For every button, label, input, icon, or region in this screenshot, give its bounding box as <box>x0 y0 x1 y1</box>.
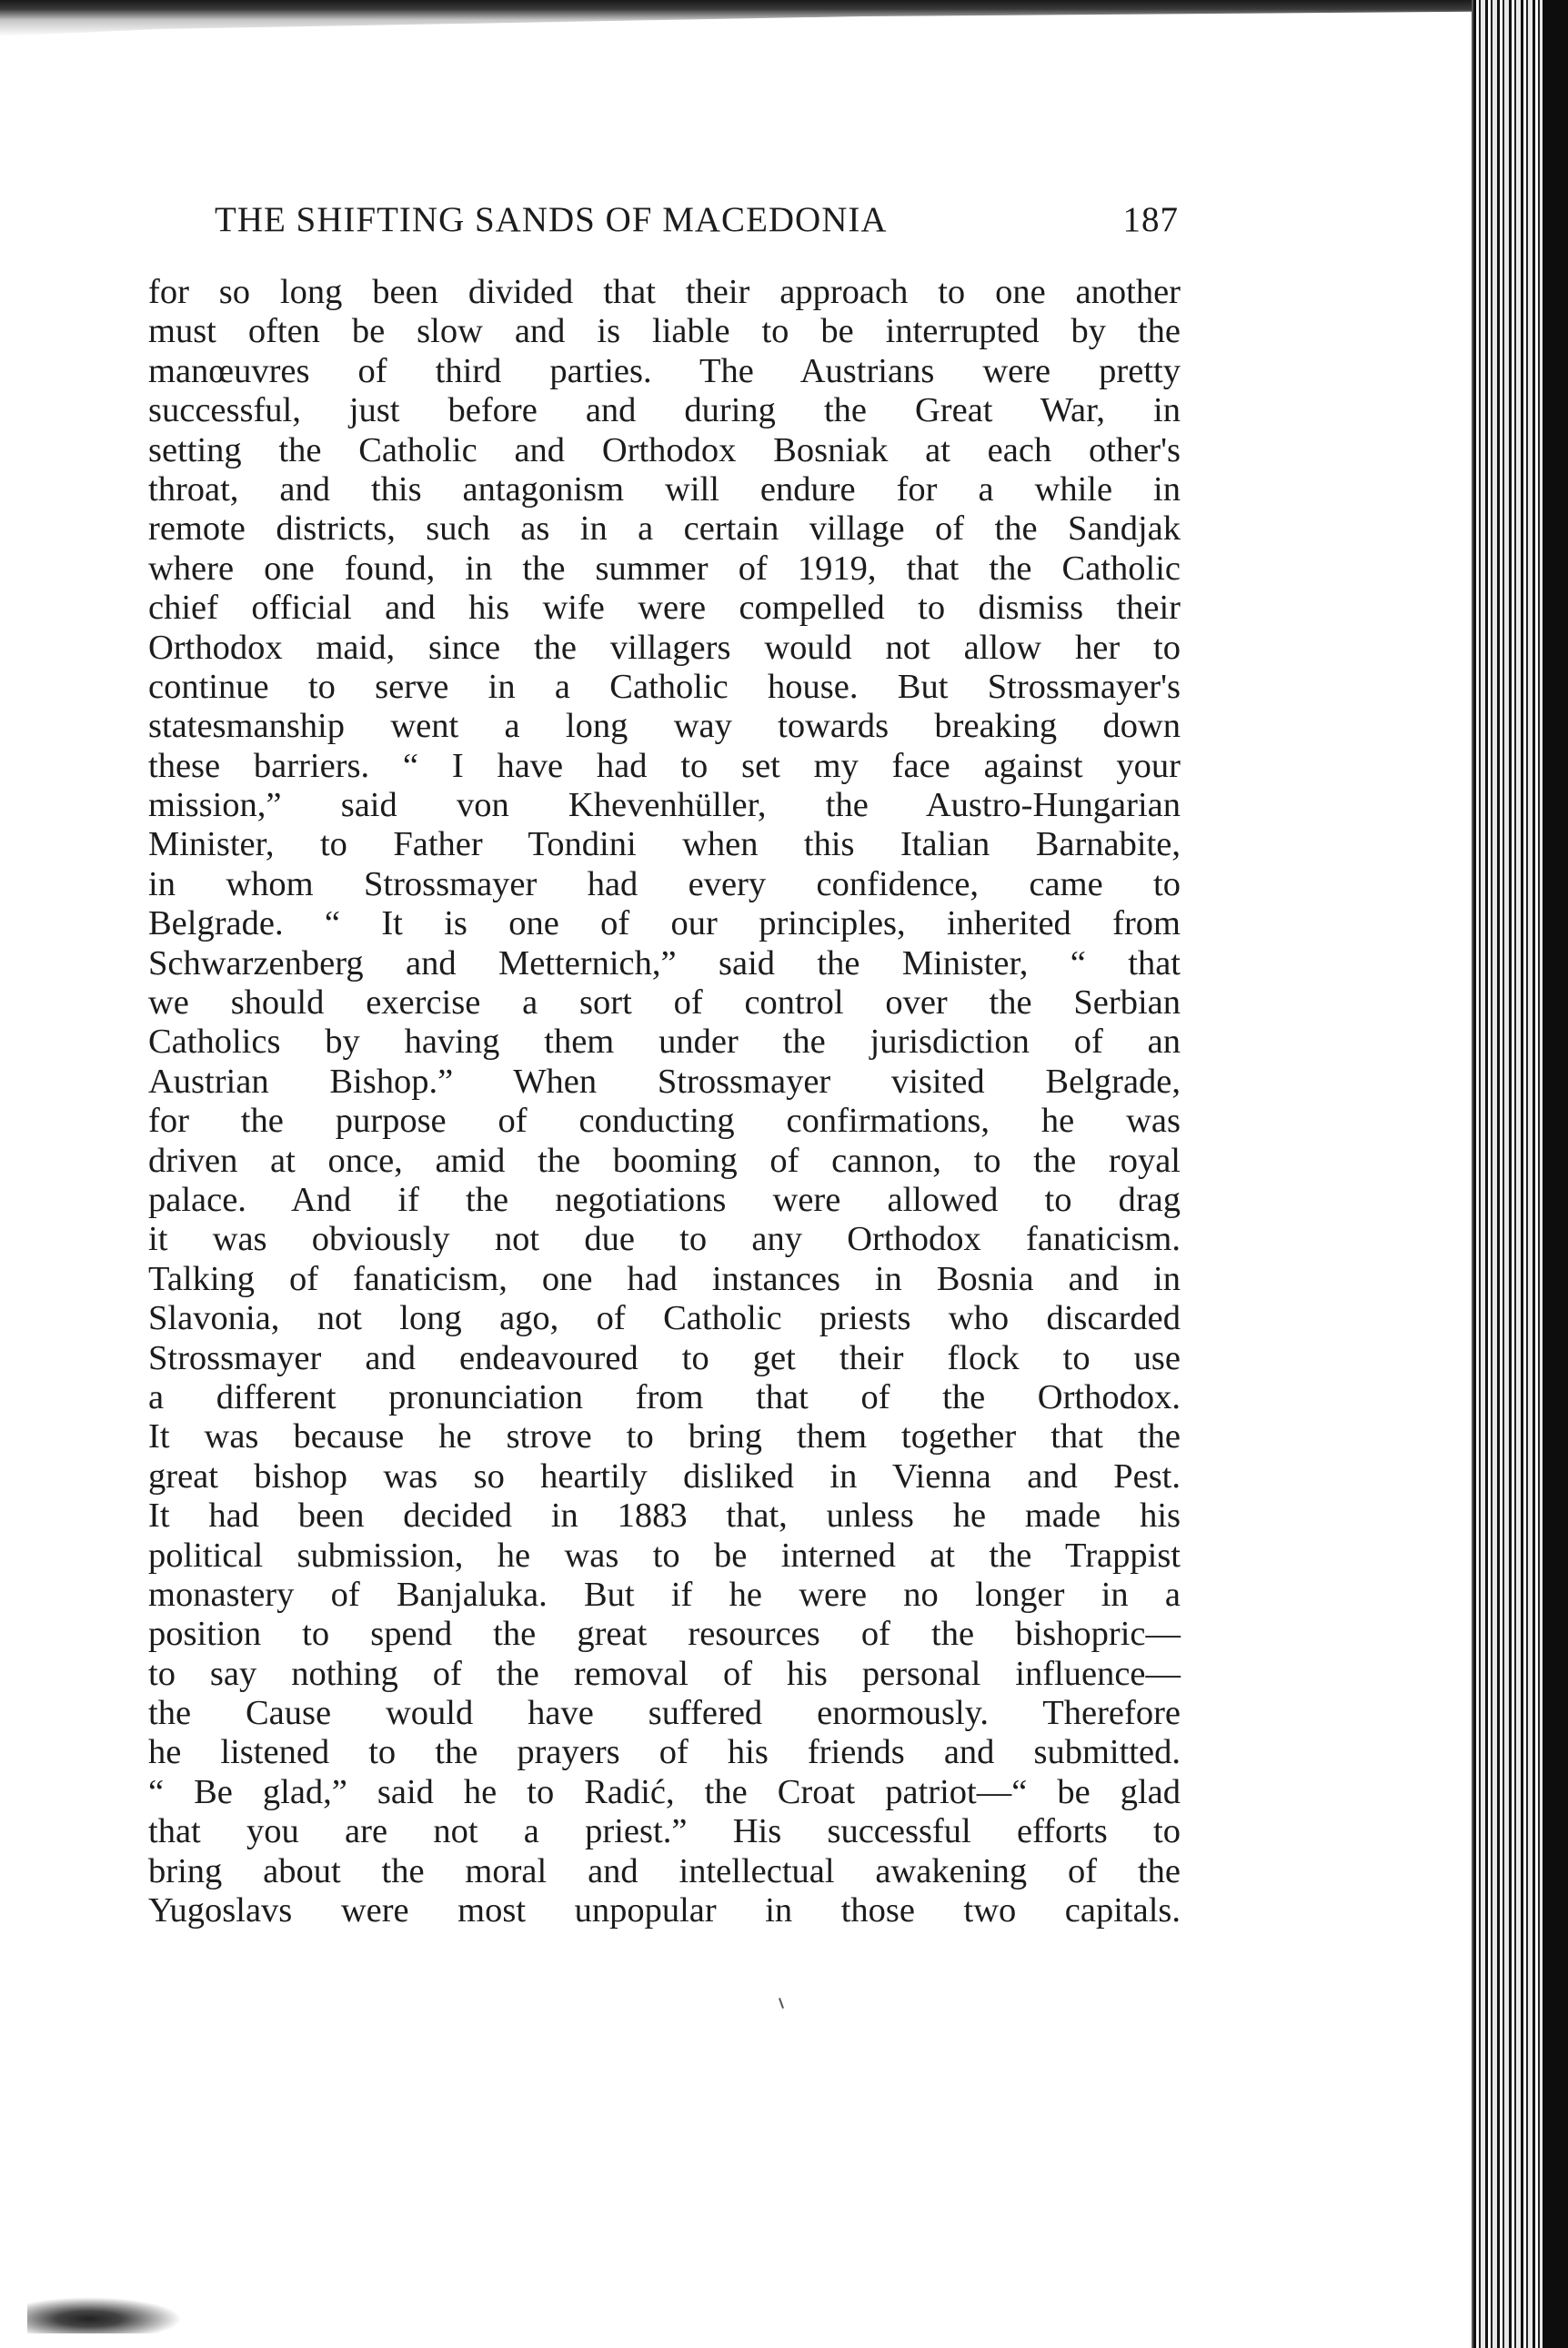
text-line: palace. And if the negotiations were allowed to drag <box>148 1180 1181 1219</box>
text-line: Orthodox maid, since the villagers would not allow her to <box>148 628 1181 667</box>
book-binding-dark-edge <box>1543 0 1568 2348</box>
text-line: manœuvres of third parties. The Austrians were pretty <box>148 351 1181 390</box>
text-line: throat, and this antagonism will endure for a while in <box>148 469 1181 509</box>
page-number: 187 <box>1122 200 1179 239</box>
text-line: position to spend the great resources of the bishopric— <box>148 1615 1181 1654</box>
text-line: great bishop was so heartily disliked in Vienna and Pest. <box>148 1456 1181 1496</box>
text-line: Schwarzenberg and Metternich,” said the Minister, “ that <box>148 943 1181 983</box>
text-line: Minister, to Father Tondini when this Italian Barnabite, <box>148 825 1181 864</box>
text-line: for so long been divided that their approach to one another <box>148 273 1181 311</box>
text-line: remote districts, such as in a certain village of the Sandjak <box>148 509 1181 549</box>
running-title: THE SHIFTING SANDS OF MACEDONIA <box>215 200 888 239</box>
scan-top-shadow <box>0 0 1568 36</box>
text-line: Strossmayer and endeavoured to get their flock to use <box>148 1338 1181 1377</box>
text-line: must often be slow and is liable to be interrupted by the <box>148 312 1181 351</box>
text-line: Slavonia, not long ago, of Catholic priests who discarded <box>148 1299 1181 1338</box>
text-line: where one found, in the summer of 1919, that the Catholic <box>148 549 1181 588</box>
text-line: Talking of fanaticism, one had instances in Bosnia and in <box>148 1259 1181 1298</box>
text-line: in whom Strossmayer had every confidence, came to <box>148 864 1181 903</box>
text-line: It had been decided in 1883 that, unless he made his <box>148 1496 1181 1536</box>
book-binding-shadow <box>1473 0 1568 2348</box>
text-line: statesmanship went a long way towards breaking down <box>148 707 1181 746</box>
scan-stray-mark <box>779 1998 784 2009</box>
text-line: the Cause would have suffered enormously. Therefore <box>148 1694 1181 1733</box>
text-line: we should exercise a sort of control over the Serbian <box>148 983 1181 1023</box>
running-head <box>215 193 1179 247</box>
text-line: bring about the moral and intellectual awakening of the <box>148 1851 1181 1890</box>
text-line: for the purpose of conducting confirmations, he was <box>148 1102 1181 1141</box>
text-line: Yugoslavs were most unpopular in those two capitals. <box>148 1891 1181 1930</box>
text-line: political submission, he was to be interned at the Trappist <box>148 1536 1181 1575</box>
text-line: It was because he strove to bring them together that the <box>148 1417 1181 1456</box>
text-line: these barriers. “ I have had to set my face against your <box>148 746 1181 785</box>
text-line: continue to serve in a Catholic house. But Strossmayer's <box>148 667 1181 706</box>
text-line: driven at once, amid the booming of cannon, to the royal <box>148 1141 1181 1180</box>
scan-ink-smudge <box>27 2297 182 2333</box>
text-line: to say nothing of the removal of his personal influence— <box>148 1654 1181 1693</box>
text-line: chief official and his wife were compelled to dismiss their <box>148 589 1181 628</box>
text-line: Austrian Bishop.” When Strossmayer visited Belgrade, <box>148 1062 1181 1101</box>
text-line: he listened to the prayers of his friends and submitted. <box>148 1733 1181 1772</box>
text-line: successful, just before and during the Great War, in <box>148 391 1181 430</box>
body-text <box>148 273 1181 1930</box>
text-line: that you are not a priest.” His successful efforts to <box>148 1812 1181 1851</box>
text-line: mission,” said von Khevenhüller, the Austro-Hungarian <box>148 786 1181 825</box>
text-line: “ Be glad,” said he to Radić, the Croat patriot—“ be glad <box>148 1772 1181 1811</box>
text-line: Catholics by having them under the jurisdiction of an <box>148 1023 1181 1062</box>
text-line: Belgrade. “ It is one of our principles, inherited from <box>148 904 1181 943</box>
text-line: a different pronunciation from that of the Orthodox. <box>148 1377 1181 1416</box>
text-line: monastery of Banjaluka. But if he were no longer in a <box>148 1575 1181 1614</box>
text-line: setting the Catholic and Orthodox Bosniak at each other's <box>148 430 1181 469</box>
text-line: it was obviously not due to any Orthodox fanaticism. <box>148 1220 1181 1259</box>
